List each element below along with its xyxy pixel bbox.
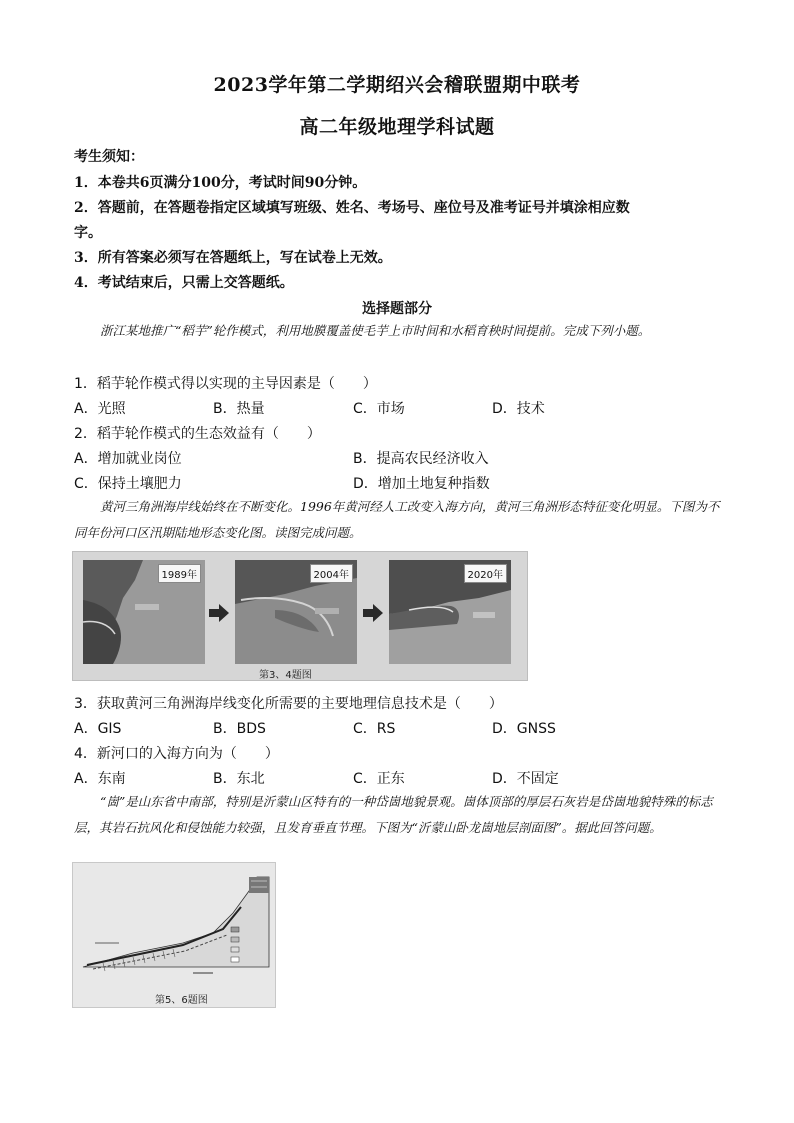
q1-option-b: B．热量	[213, 401, 265, 417]
question-1-stem: 1．稻芋轮作模式得以实现的主导因素是（ ）	[74, 376, 377, 392]
notice-item-3: 3．所有答案必须写在答题纸上，写在试卷上无效。	[74, 250, 392, 266]
exam-subtitle: 高二年级地理学科试题	[299, 116, 495, 138]
q4-option-a: A．东南	[74, 771, 126, 787]
q4-option-c: C．正东	[353, 771, 405, 787]
q2-option-a: A．增加就业岗位	[74, 451, 182, 467]
question-2-stem: 2．稻芋轮作模式的生态效益有（ ）	[74, 426, 321, 442]
q1-option-a: A．光照	[74, 401, 126, 417]
panel-label-2004: 2004年	[310, 564, 353, 583]
notice-item-1: 1．本卷共6页满分100分，考试时间90分钟。	[74, 175, 367, 191]
notice-heading: 考生须知：	[74, 149, 144, 165]
question-4-stem: 4．新河口的入海方向为（ ）	[74, 746, 279, 762]
panel-label-1989: 1989年	[158, 564, 201, 583]
q4-option-b: B．东北	[213, 771, 265, 787]
passage-2: 黄河三角洲海岸线始终在不断变化。1996年黄河经人工改变入海方向，黄河三角洲形态特征变化明显。下图为不同年份河口区汛期陆地形态变化图。读图完成问题。	[74, 499, 720, 540]
q3-option-a: A．GIS	[74, 721, 122, 737]
q3-option-b: B．BDS	[213, 721, 266, 737]
q2-option-b: B．提高农民经济收入	[353, 451, 489, 467]
q1-option-d: D．技术	[492, 401, 545, 417]
notice-item-4: 4．考试结束后，只需上交答题纸。	[74, 275, 294, 291]
strata-profile-figure	[72, 862, 276, 1008]
figure-1-caption: 第3、4题图	[259, 670, 312, 681]
q2-option-c: C．保持土壤肥力	[74, 476, 182, 492]
panel-2020	[389, 560, 511, 664]
arrow-right-icon	[363, 604, 383, 622]
question-3-stem: 3．获取黄河三角洲海岸线变化所需要的主要地理信息技术是（ ）	[74, 696, 503, 712]
strata-profile-diagram	[73, 863, 275, 987]
panel-1989	[83, 560, 205, 664]
arrow-right-icon	[209, 604, 229, 622]
passage-3: “崮”是山东省中南部，特别是沂蒙山区特有的一种岱崮地貌景观。崮体顶部的厚层石灰岩是岱崮地貌特殊的标志层，其岩石抗风化和侵蚀能力较强，且发育垂直节理。下图为“沂蒙山卧龙崮地层剖面图”。据此回答问题。	[74, 794, 713, 835]
q1-option-c: C．市场	[353, 401, 405, 417]
q3-option-d: D．GNSS	[492, 721, 556, 737]
q4-option-d: D．不固定	[492, 771, 559, 787]
exam-title: 2023学年第二学期绍兴会稽联盟期中联考	[213, 74, 581, 96]
notice-item-2: 2．答题前，在答题卷指定区域填写班级、姓名、考场号、座位号及准考证号并填涂相应数	[74, 200, 630, 216]
panel-2004	[235, 560, 357, 664]
panel-label-2020: 2020年	[464, 564, 507, 583]
q2-option-d: D．增加土地复种指数	[353, 476, 490, 492]
figure-2-caption: 第5、6题图	[155, 995, 208, 1006]
passage-1: 浙江某地推广“稻芋”轮作模式，利用地膜覆盖使毛芋上市时间和水稻育秧时间提前。完成下列小题。	[100, 323, 651, 338]
q3-option-c: C．RS	[353, 721, 396, 737]
section-title: 选择题部分	[362, 301, 432, 317]
notice-item-2-cont: 字。	[74, 225, 102, 241]
delta-change-figure	[72, 551, 528, 681]
